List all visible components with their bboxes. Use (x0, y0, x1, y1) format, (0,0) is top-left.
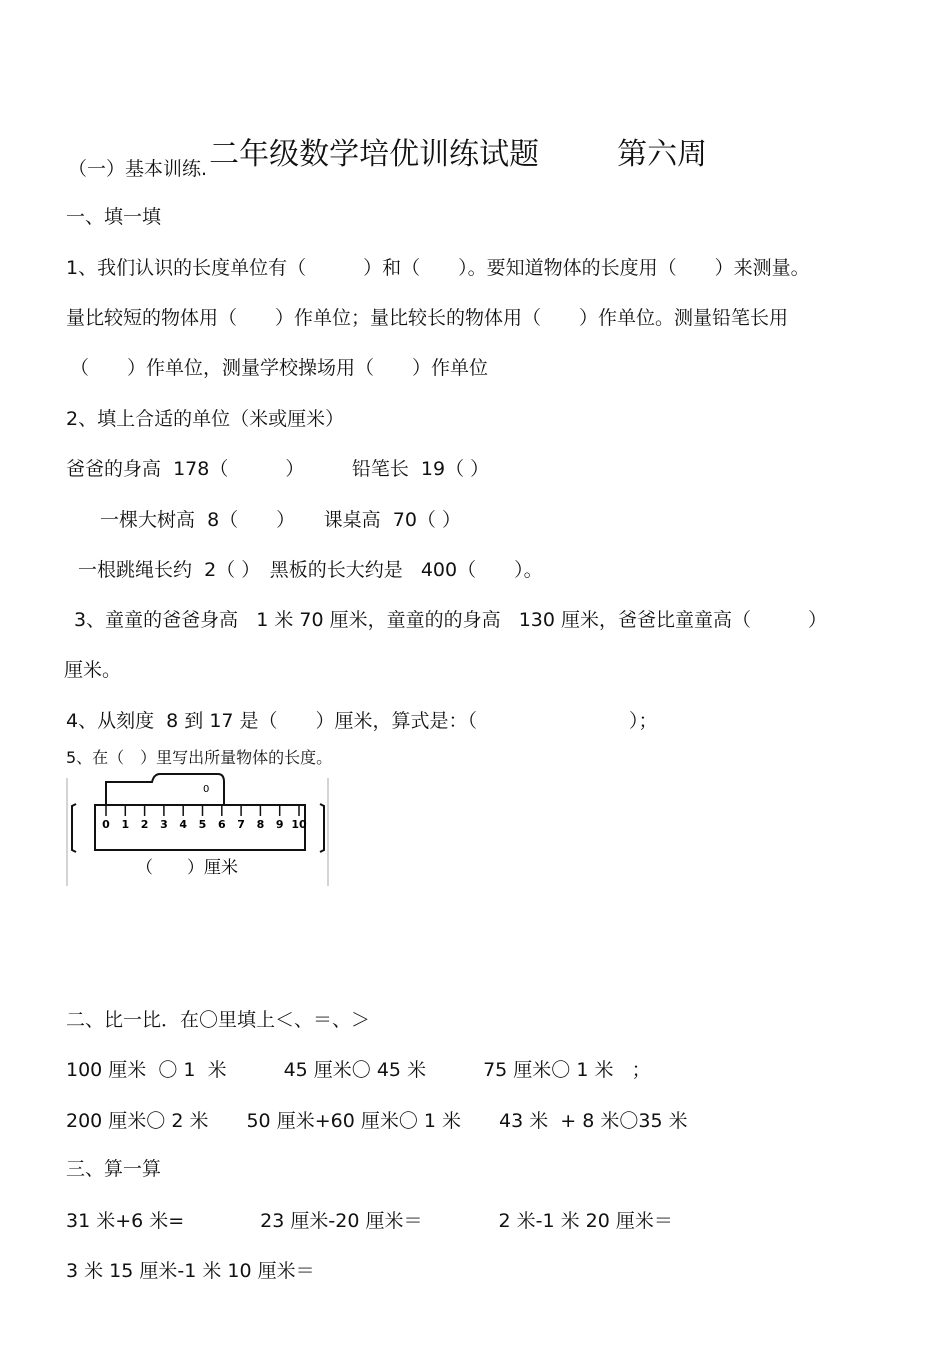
section-fill-in: 一、填一填 (66, 206, 162, 228)
page-title (190, 101, 707, 173)
calculate-row-1: 31 米+6 米= 23 厘米-20 厘米＝ 2 米-1 米 20 厘米＝ (66, 1210, 673, 1232)
ruler-number-10: 10 (291, 818, 307, 831)
question-4: 4、从刻度 8 到 17 是（ ）厘米，算式是：（ ）； (66, 710, 658, 732)
ruler-number-4: 4 (179, 818, 188, 831)
question-3-line-2: 厘米。 (64, 659, 122, 681)
ruler-number-7: 7 (237, 818, 245, 831)
question-2-row-2: 一棵大树高 8（ ） 课桌高 70（ ） (100, 509, 461, 531)
compare-row-1: 100 厘米 〇 1 米 45 厘米〇 45 米 75 厘米〇 1 米 ； (66, 1059, 651, 1081)
ruler-number-0: 0 (102, 818, 110, 831)
ruler-number-6: 6 (217, 818, 226, 831)
section-calculate: 三、算一算 (66, 1158, 162, 1180)
ruler-figure (66, 770, 331, 888)
question-5: 5、在（ ）里写出所量物体的长度。 (66, 748, 333, 767)
question-1-line-3: （ ）作单位，测量学校操场用（ ）作单位 (70, 357, 489, 379)
question-1-line-1: 1、我们认识的长度单位有（ ）和（ ）。要知道物体的长度用（ ）来测量。 (66, 257, 810, 279)
section-compare: 二、比一比．在〇里填上＜、＝、＞ (66, 1009, 371, 1031)
ruler-answer-label: （ ）厘米 (136, 858, 238, 878)
question-2-heading: 2、填上合适的单位（米或厘米） (66, 408, 345, 430)
ruler-number-1: 1 (121, 818, 130, 831)
title-main: 二年级数学培优训练试题 (209, 137, 540, 172)
ruler-number-3: 3 (160, 818, 168, 831)
ruler-number-5: 5 (198, 818, 207, 831)
measured-object-mark: 0 (203, 784, 210, 795)
question-2-row-1: 爸爸的身高 178（ ） 铅笔长 19（ ） (66, 458, 490, 480)
question-1-line-2: 量比较短的物体用（ ）作单位；量比较长的物体用（ ）作单位。测量铅笔长用 (66, 307, 789, 329)
ruler-number-2: 2 (140, 818, 149, 831)
calculate-row-2: 3 米 15 厘米-1 米 10 厘米＝ (66, 1260, 315, 1282)
question-3-line-1: 3、童童的爸爸身高 1 米 70 厘米，童童的的身高 130 厘米，爸爸比童童高（ ） (74, 609, 828, 631)
title-week: 第六周 (617, 137, 708, 172)
subtitle-basic-training: （一）基本训练. (68, 158, 208, 180)
ruler-number-8: 8 (256, 818, 265, 831)
question-2-row-3: 一根跳绳长约 2（ ） 黑板的长大约是 400（ ）。 (78, 559, 543, 581)
compare-row-2: 200 厘米〇 2 米 50 厘米+60 厘米〇 1 米 43 米 + 8 米〇35 米 (66, 1110, 688, 1132)
ruler-number-9: 9 (275, 818, 284, 831)
